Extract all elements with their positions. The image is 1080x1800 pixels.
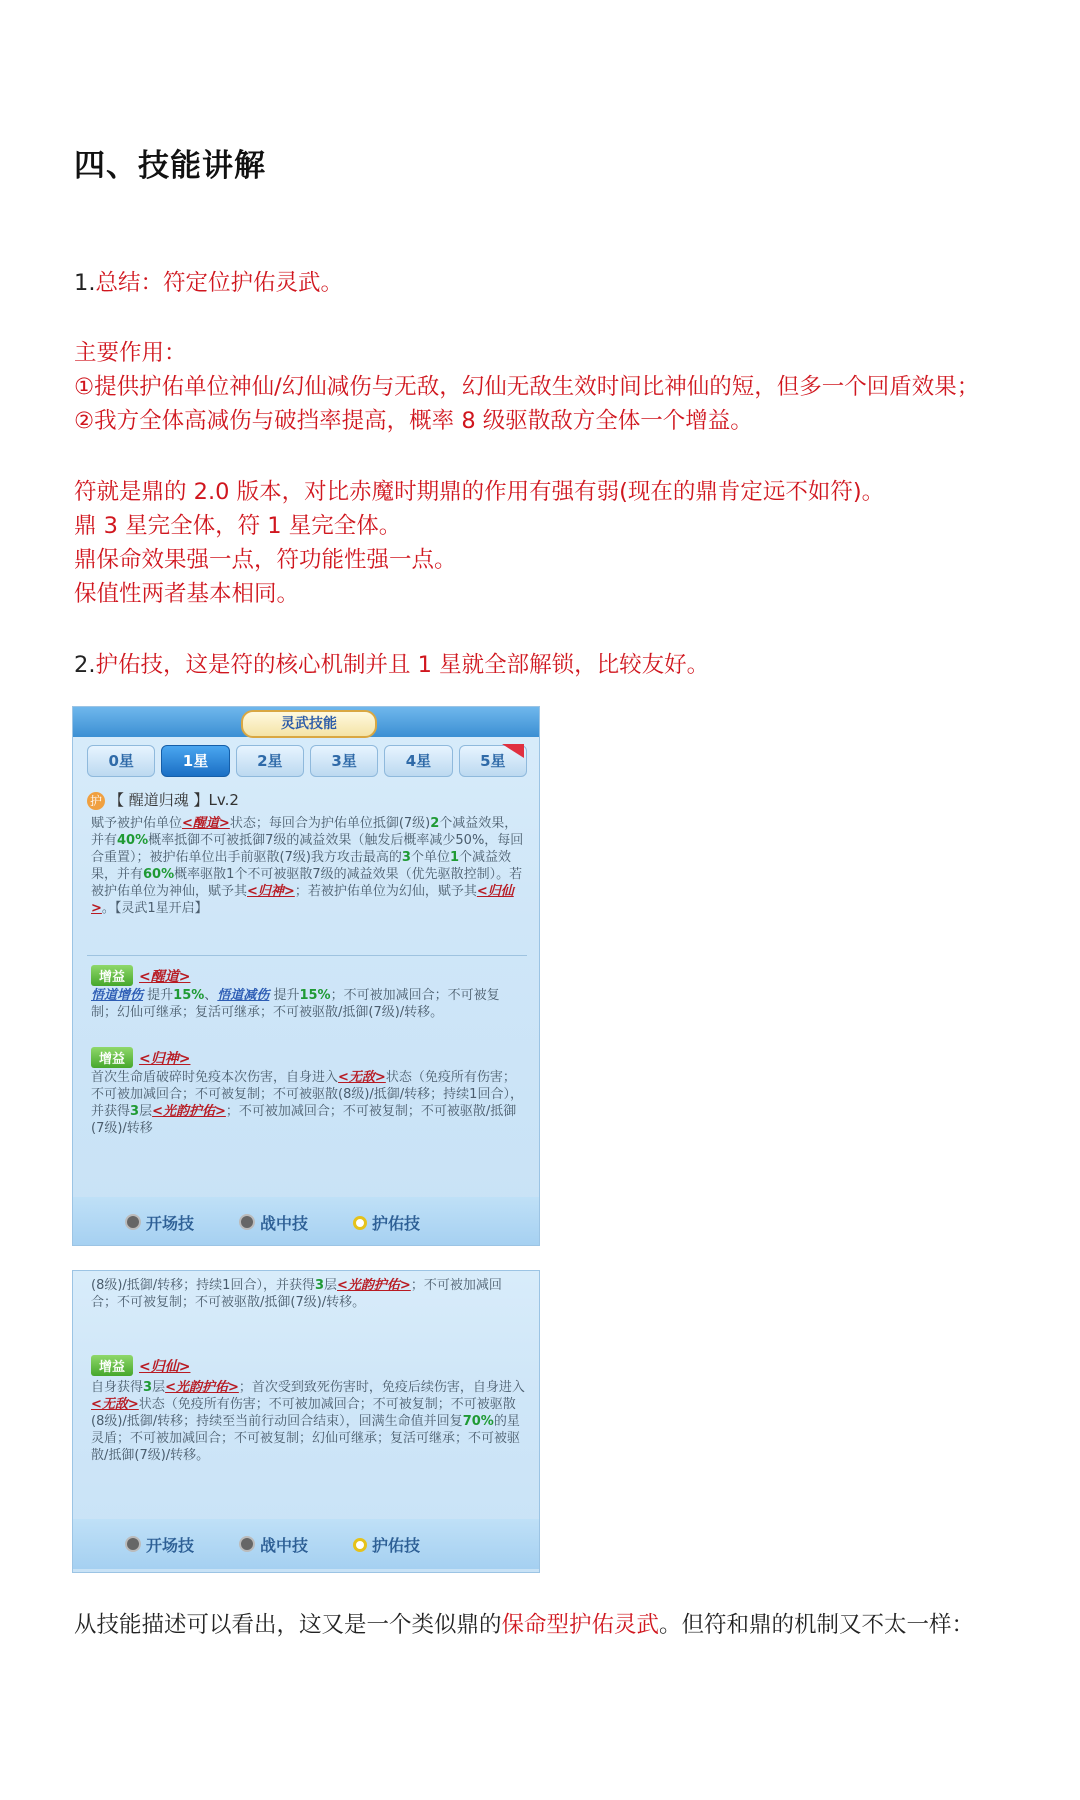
tab-2-star[interactable]: 2星: [236, 745, 304, 777]
buff-name: <归仙>: [139, 1359, 191, 1375]
radio-icon: [125, 1214, 141, 1230]
note-line-1: 符就是鼎的 2.0 版本，对比赤魔时期鼎的作用有强有弱(现在的鼎肯定远不如符)。: [74, 479, 885, 505]
skill-description: 赋予被护佑单位<醒道>状态；每回合为护佑单位抵御(7级)2个减益效果，并有40%概率抵御不可被抵御7级的减益效果（触发后概率减少50%，每回合重置）；被护佑单位出手前驱散(7级)我方攻击最高的3个单位1个减益效果，并有60%概率驱散1个不可被驱散7级的减益效果（优先驱散控制）。若被护佑单位为神仙，赋予其<归神>；若被护佑单位为幻仙，赋予其<归仙>。【灵武1星开启】: [91, 816, 524, 916]
protect-skill-button[interactable]: [353, 1533, 420, 1556]
skill-screenshot-2: [72, 1270, 540, 1573]
buff-guixian-description: 自身获得3层<光韵护佑>；首次受到致死伤害时，免疫后续伤害，自身进入<无敌>状态（免疫所有伤害；不可被加减回合；不可被复制；不可被驱散(8级)/抵御/转移；持续至当前行动回合结束），回满生命值并回复70%的星灵盾；不可被加减回合；不可被复制；幻仙可继承；复活可继承；不可被驱散/抵御(7级)/转移。: [91, 1380, 525, 1463]
buff-name: <醒道>: [139, 969, 191, 985]
summary-number: 1.: [74, 270, 96, 296]
radio-icon: [125, 1536, 141, 1552]
summary-line: [74, 266, 343, 300]
note-line-4: 保值性两者基本相同。: [74, 581, 300, 607]
radio-selected-icon: [353, 1216, 367, 1230]
buff-name: <归神>: [139, 1051, 191, 1067]
radio-selected-icon: [353, 1538, 367, 1552]
skill-name: 【 醒道归魂 】Lv.2: [109, 791, 239, 809]
buff-xingdao-description: 悟道增伤 提升15%、悟道减伤 提升15%；不可被加减回合；不可被复制；幻仙可继承；复活可继承；不可被驱散/抵御(7级)/转移。: [91, 988, 500, 1020]
star-tabs: [87, 745, 527, 779]
buff-guishen-description: 首次生命盾破碎时免疫本次伤害，自身进入<无敌>状态（免疫所有伤害；不可被加减回合；不可被复制；不可被驱散(8级)/抵御/转移；持续1回合），并获得3层<光韵护佑>；不可被加减回合；不可被复制；不可被驱散/抵御(7级)/转移: [91, 1070, 523, 1136]
tab-0-star[interactable]: 0星: [87, 745, 155, 777]
note-line-2: 鼎 3 星完全体，符 1 星完全体。: [74, 513, 402, 539]
buff-tag: 增益: [91, 965, 133, 986]
buff-xingdao-header: [91, 965, 190, 986]
opening-skill-button[interactable]: [125, 1533, 194, 1556]
summary-text: 总结：符定位护佑灵武。: [95, 270, 343, 296]
tab-5-star[interactable]: 5星: [459, 745, 527, 777]
protect-badge-icon: 护: [87, 792, 105, 810]
radio-icon: [239, 1214, 255, 1230]
battle-skill-button[interactable]: [239, 1211, 308, 1234]
panel-title: 灵武技能: [241, 710, 377, 738]
main-role-title: 主要作用：: [74, 340, 187, 366]
skill-screenshot-1: [72, 706, 540, 1246]
protect-skill-text: 护佑技，这是符的核心机制并且 1 星就全部解锁，比较友好。: [95, 652, 710, 678]
opening-skill-label: 开场技: [146, 1214, 195, 1233]
protect-skill-number: 2.: [74, 652, 96, 678]
section-heading: 四、技能讲解: [74, 148, 266, 184]
battle-skill-label: 战中技: [260, 1536, 309, 1555]
buff-tag: 增益: [91, 1355, 133, 1376]
skill-type-bar: [73, 1197, 539, 1246]
buff-guishen-header: [91, 1047, 190, 1068]
protect-skill-line: [74, 648, 709, 682]
battle-skill-label: 战中技: [260, 1214, 309, 1233]
tab-1-star[interactable]: 1星: [161, 745, 229, 777]
buff-guishen-continued: (8级)/抵御/转移；持续1回合），并获得3层<光韵护佑>；不可被加减回合；不可被复制；不可被驱散/抵御(7级)/转移。: [91, 1278, 502, 1310]
buff-tag: 增益: [91, 1047, 133, 1068]
protect-skill-label: 护佑技: [372, 1214, 421, 1233]
conclusion-before: 从技能描述可以看出，这又是一个类似鼎的: [74, 1612, 502, 1638]
conclusion-after: 。但符和鼎的机制又不太一样：: [659, 1612, 975, 1638]
protect-skill-button[interactable]: [353, 1211, 420, 1234]
note-line-3: 鼎保命效果强一点，符功能性强一点。: [74, 547, 457, 573]
skill-type-bar: [73, 1519, 539, 1569]
radio-icon: [239, 1536, 255, 1552]
opening-skill-button[interactable]: [125, 1211, 194, 1234]
tab-3-star[interactable]: 3星: [310, 745, 378, 777]
tab-4-star[interactable]: 4星: [384, 745, 452, 777]
opening-skill-label: 开场技: [146, 1536, 195, 1555]
protect-skill-label: 护佑技: [372, 1536, 421, 1555]
buff-guixian-header: [91, 1355, 190, 1376]
conclusion-highlight: 保命型护佑灵武: [501, 1612, 660, 1638]
role-item-1: ①提供护佑单位神仙/幻仙减伤与无敌，幻仙无敌生效时间比神仙的短，但多一个回盾效果；: [74, 374, 980, 400]
battle-skill-button[interactable]: [239, 1533, 308, 1556]
conclusion-line: [74, 1608, 974, 1642]
panel-divider: [87, 955, 527, 956]
skill-header: [87, 789, 239, 810]
role-item-2: ②我方全体高减伤与破挡率提高，概率 8 级驱散敌方全体一个增益。: [74, 408, 753, 434]
